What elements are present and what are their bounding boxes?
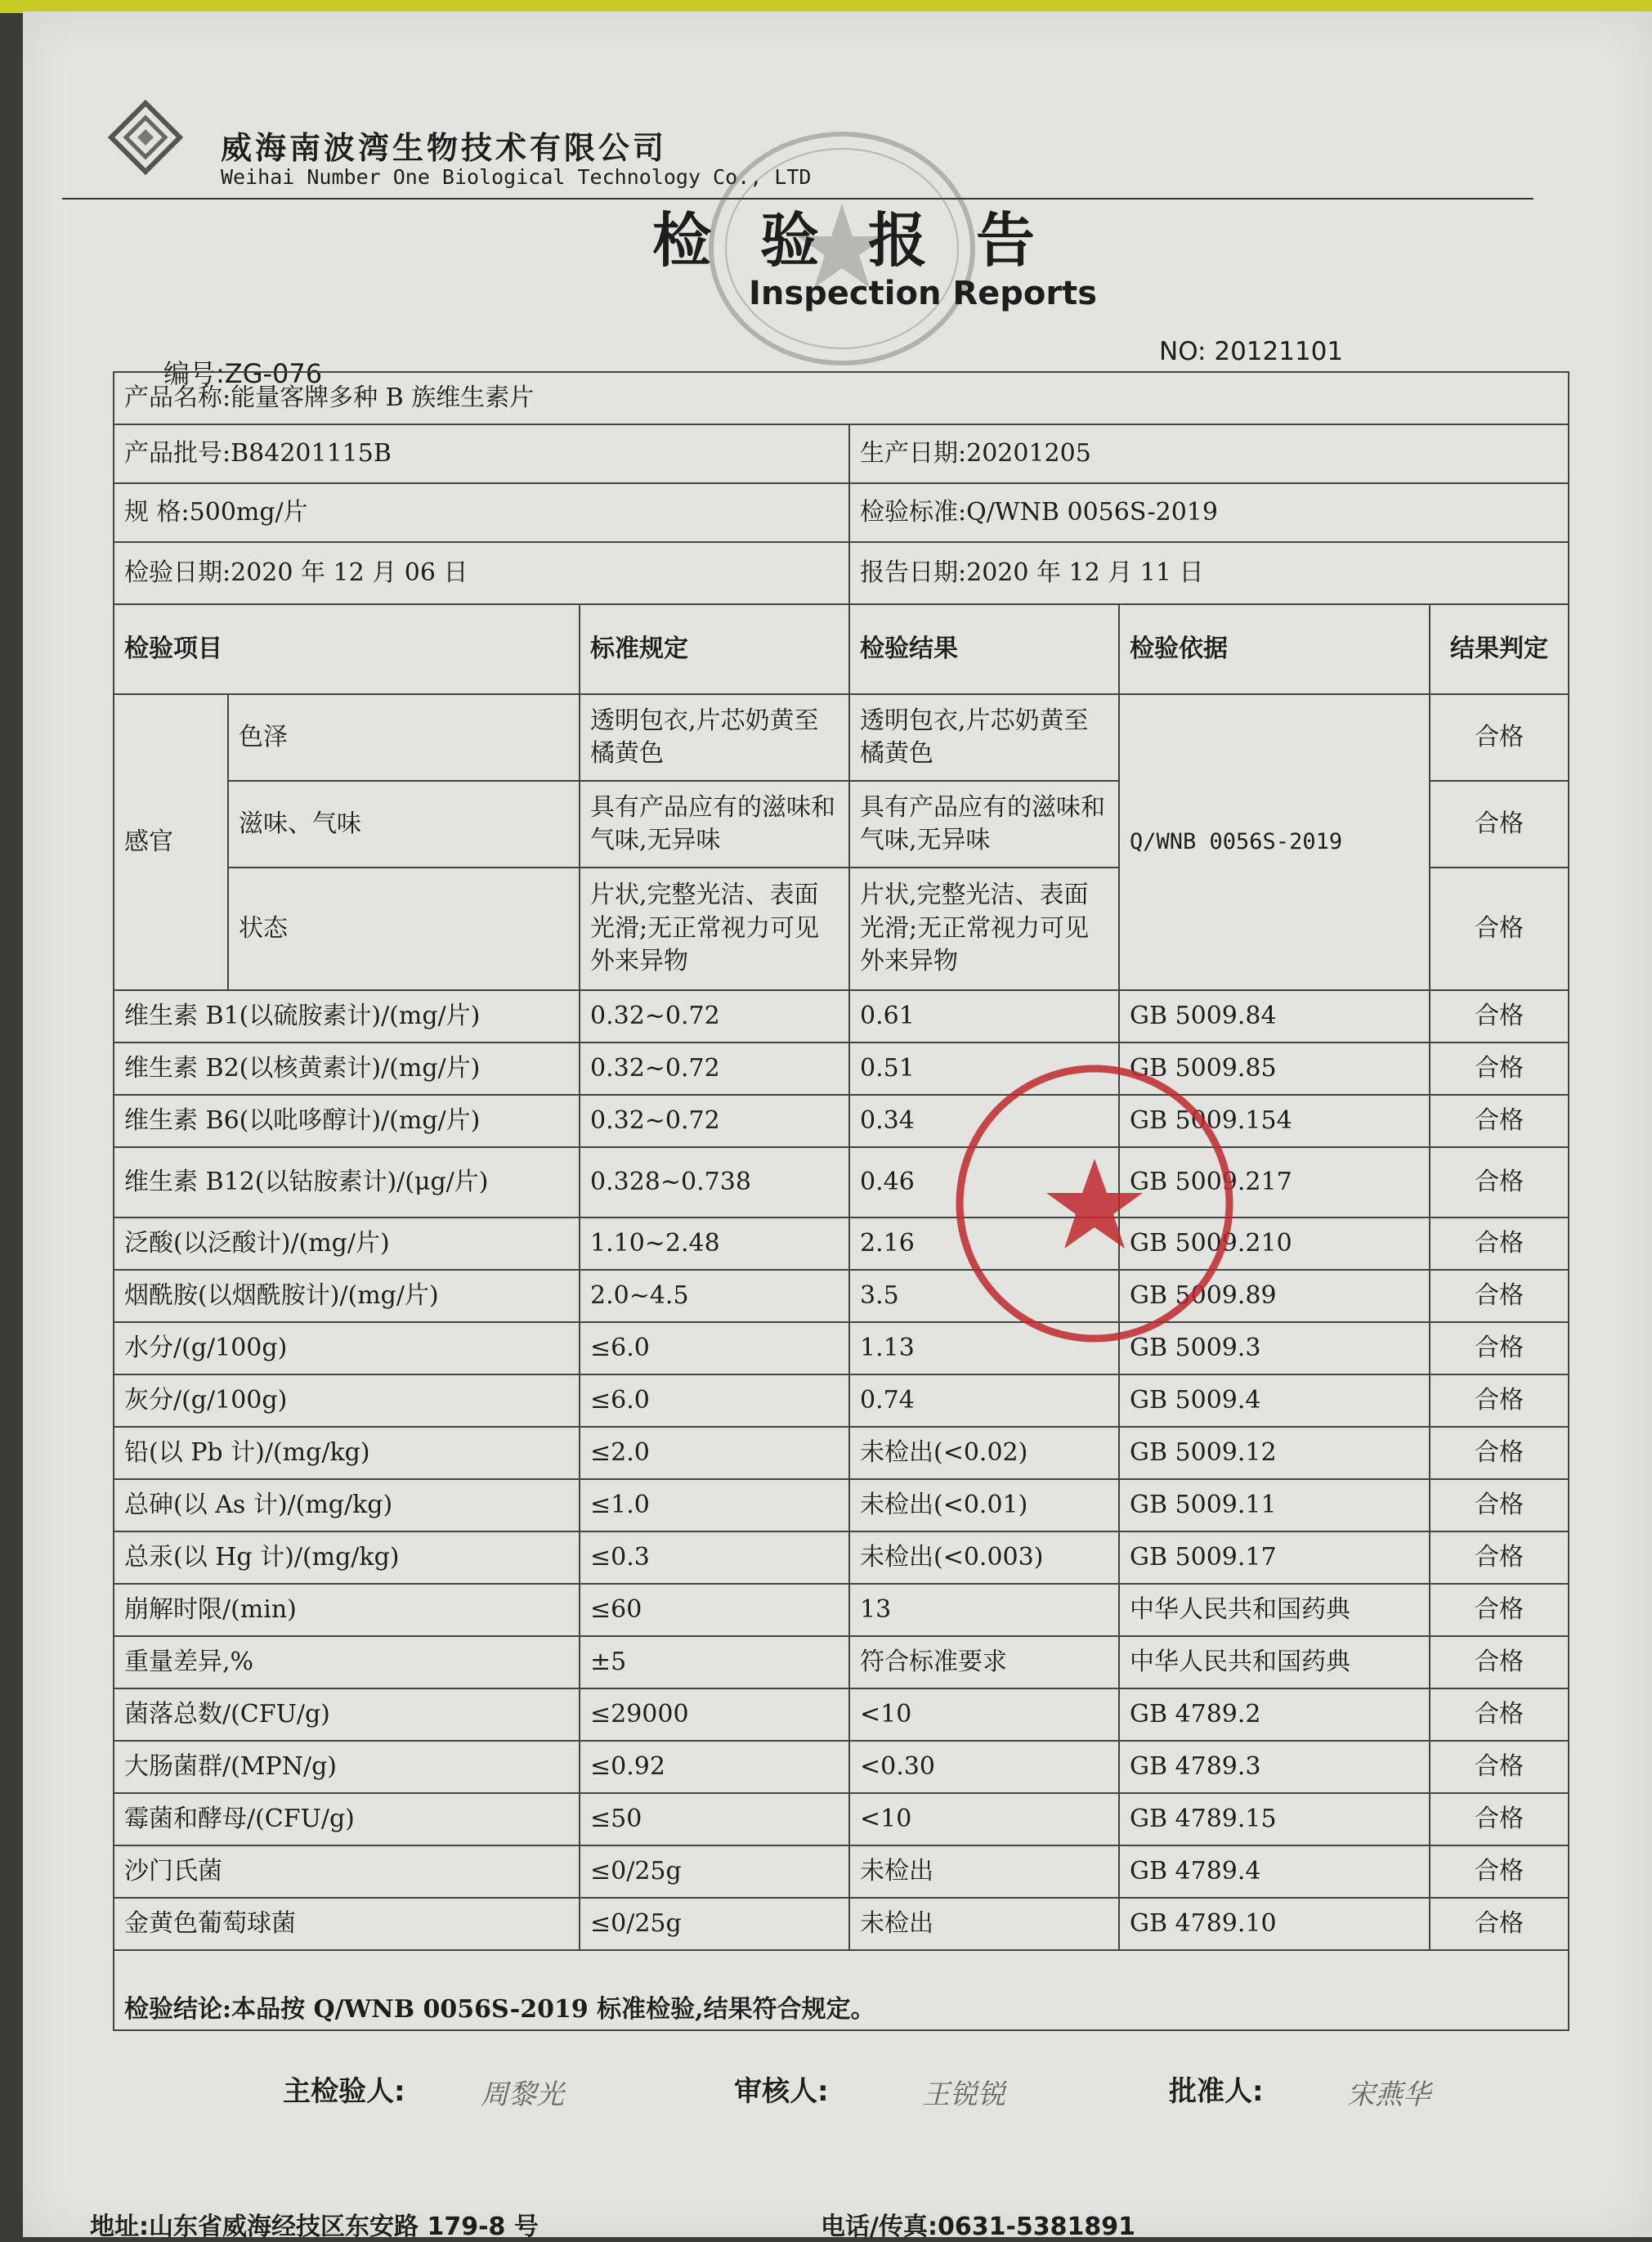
reviewer-label: 审核人: bbox=[734, 2075, 829, 2108]
sensory-judgement: 合格 bbox=[1430, 781, 1569, 868]
header-item: 检验项目 bbox=[114, 604, 580, 694]
company-name-cn: 威海南波湾生物技术有限公司 bbox=[221, 129, 668, 166]
info-row bbox=[114, 424, 1569, 483]
company-logo-icon bbox=[108, 100, 183, 175]
test-basis: GB 5009.89 bbox=[1119, 1270, 1430, 1322]
table-row bbox=[114, 1793, 1569, 1845]
test-result: 3.5 bbox=[849, 1270, 1119, 1322]
report-date: 报告日期:2020 年 12 月 11 日 bbox=[849, 542, 1569, 604]
table-row bbox=[114, 1636, 1569, 1688]
test-spec: 0.32~0.72 bbox=[580, 1043, 849, 1095]
test-result: 2.16 bbox=[849, 1217, 1119, 1270]
report-code: 编号:ZG-076 bbox=[163, 358, 323, 389]
sensory-item: 状态 bbox=[228, 868, 580, 990]
test-item: 沙门氏菌 bbox=[114, 1845, 580, 1898]
test-result: 未检出(<0.01) bbox=[849, 1479, 1119, 1531]
test-item: 金黄色葡萄球菌 bbox=[114, 1898, 580, 1950]
product-name: 产品名称:能量客牌多种 B 族维生素片 bbox=[114, 372, 1569, 424]
inspection-standard: 检验标准:Q/WNB 0056S-2019 bbox=[849, 483, 1569, 542]
sensory-item: 色泽 bbox=[228, 694, 580, 781]
test-spec: 0.32~0.72 bbox=[580, 990, 849, 1043]
test-spec: ≤2.0 bbox=[580, 1427, 849, 1479]
test-item: 维生素 B2(以核黄素计)/(mg/片) bbox=[114, 1043, 580, 1095]
table-row bbox=[114, 1043, 1569, 1095]
test-judgement: 合格 bbox=[1430, 1479, 1569, 1531]
test-judgement: 合格 bbox=[1430, 990, 1569, 1043]
conclusion: 检验结论:本品按 Q/WNB 0056S-2019 标准检验,结果符合规定。 bbox=[114, 1950, 1569, 2030]
test-basis: GB 5009.154 bbox=[1119, 1095, 1430, 1147]
test-spec: ≤29000 bbox=[580, 1688, 849, 1741]
test-item: 霉菌和酵母/(CFU/g) bbox=[114, 1793, 580, 1845]
inspection-date: 检验日期:2020 年 12 月 06 日 bbox=[114, 542, 849, 604]
test-judgement: 合格 bbox=[1430, 1147, 1569, 1217]
test-judgement: 合格 bbox=[1430, 1741, 1569, 1793]
test-basis: GB 5009.217 bbox=[1119, 1147, 1430, 1217]
test-item: 铅(以 Pb 计)/(mg/kg) bbox=[114, 1427, 580, 1479]
test-result: 1.13 bbox=[849, 1322, 1119, 1374]
test-judgement: 合格 bbox=[1430, 1217, 1569, 1270]
table-row bbox=[114, 1479, 1569, 1531]
production-date: 生产日期:20201205 bbox=[849, 424, 1569, 483]
test-judgement: 合格 bbox=[1430, 1043, 1569, 1095]
test-item: 崩解时限/(min) bbox=[114, 1584, 580, 1636]
sensory-judgement: 合格 bbox=[1430, 868, 1569, 990]
test-spec: ≤0/25g bbox=[580, 1898, 849, 1950]
header-basis: 检验依据 bbox=[1119, 604, 1430, 694]
test-result: 符合标准要求 bbox=[849, 1636, 1119, 1688]
test-item: 总汞(以 Hg 计)/(mg/kg) bbox=[114, 1531, 580, 1584]
test-spec: ≤6.0 bbox=[580, 1374, 849, 1427]
table-row bbox=[114, 1531, 1569, 1584]
test-basis: GB 4789.2 bbox=[1119, 1688, 1430, 1741]
test-spec: ±5 bbox=[580, 1636, 849, 1688]
report-title-en: Inspection Reports bbox=[749, 275, 1098, 312]
test-basis: GB 5009.210 bbox=[1119, 1217, 1430, 1270]
sensory-spec: 具有产品应有的滋味和气味,无异味 bbox=[580, 781, 849, 868]
table-row bbox=[114, 1147, 1569, 1217]
sensory-result: 透明包衣,片芯奶黄至橘黄色 bbox=[849, 694, 1119, 781]
approver-label: 批准人: bbox=[1169, 2075, 1264, 2108]
test-result: 未检出 bbox=[849, 1845, 1119, 1898]
test-basis: GB 5009.84 bbox=[1119, 990, 1430, 1043]
footer-address: 地址:山东省威海经技区东安路 179-8 号 bbox=[90, 2213, 539, 2241]
table-row bbox=[114, 1845, 1569, 1898]
test-result: 未检出 bbox=[849, 1898, 1119, 1950]
test-basis: GB 4789.15 bbox=[1119, 1793, 1430, 1845]
test-result: 未检出(<0.02) bbox=[849, 1427, 1119, 1479]
test-result: 0.61 bbox=[849, 990, 1119, 1043]
header-spec: 标准规定 bbox=[580, 604, 849, 694]
sensory-spec: 片状,完整光洁、表面光滑;无正常视力可见外来异物 bbox=[580, 868, 849, 990]
test-result: 0.74 bbox=[849, 1374, 1119, 1427]
header-judgement: 结果判定 bbox=[1430, 604, 1569, 694]
sensory-group-label: 感官 bbox=[114, 694, 228, 990]
sensory-row bbox=[114, 694, 1569, 781]
report-title-cn: 检验报告 bbox=[652, 205, 1085, 275]
test-item: 水分/(g/100g) bbox=[114, 1322, 580, 1374]
specification: 规 格:500mg/片 bbox=[114, 483, 849, 542]
test-basis: GB 5009.17 bbox=[1119, 1531, 1430, 1584]
table-row bbox=[114, 1688, 1569, 1741]
report-number: NO: 20121101 bbox=[1159, 337, 1344, 366]
test-judgement: 合格 bbox=[1430, 1427, 1569, 1479]
info-row bbox=[114, 372, 1569, 424]
test-result: <10 bbox=[849, 1793, 1119, 1845]
inspection-table bbox=[113, 371, 1569, 2031]
conclusion-row bbox=[114, 1950, 1569, 2030]
test-spec: ≤1.0 bbox=[580, 1479, 849, 1531]
sensory-item: 滋味、气味 bbox=[228, 781, 580, 868]
test-judgement: 合格 bbox=[1430, 1270, 1569, 1322]
test-result: 0.46 bbox=[849, 1147, 1119, 1217]
table-row bbox=[114, 990, 1569, 1043]
test-basis: GB 5009.3 bbox=[1119, 1322, 1430, 1374]
test-judgement: 合格 bbox=[1430, 1793, 1569, 1845]
test-basis: GB 4789.10 bbox=[1119, 1898, 1430, 1950]
test-result: 13 bbox=[849, 1584, 1119, 1636]
test-item: 维生素 B1(以硫胺素计)/(mg/片) bbox=[114, 990, 580, 1043]
info-row bbox=[114, 483, 1569, 542]
test-item: 维生素 B12(以钴胺素计)/(μg/片) bbox=[114, 1147, 580, 1217]
test-item: 总砷(以 As 计)/(mg/kg) bbox=[114, 1479, 580, 1531]
footer-phone: 电话/传真:0631-5381891 bbox=[821, 2213, 1136, 2241]
table-row bbox=[114, 1427, 1569, 1479]
test-result: 0.34 bbox=[849, 1095, 1119, 1147]
company-name-en: Weihai Number One Biological Technology Co., LTD bbox=[221, 165, 812, 189]
table-row bbox=[114, 1898, 1569, 1950]
test-spec: ≤6.0 bbox=[580, 1322, 849, 1374]
test-spec: ≤0/25g bbox=[580, 1845, 849, 1898]
table-header bbox=[114, 604, 1569, 694]
table-row bbox=[114, 1270, 1569, 1322]
reviewer-signature: 王锐锐 bbox=[922, 2078, 1005, 2111]
table-row bbox=[114, 1741, 1569, 1793]
test-basis: 中华人民共和国药典 bbox=[1119, 1636, 1430, 1688]
table-row bbox=[114, 1374, 1569, 1427]
test-spec: ≤60 bbox=[580, 1584, 849, 1636]
test-basis: GB 5009.11 bbox=[1119, 1479, 1430, 1531]
test-spec: 0.32~0.72 bbox=[580, 1095, 849, 1147]
test-spec: ≤50 bbox=[580, 1793, 849, 1845]
inspector-signature: 周黎光 bbox=[481, 2078, 564, 2111]
inspector-label: 主检验人: bbox=[283, 2075, 405, 2108]
test-judgement: 合格 bbox=[1430, 1374, 1569, 1427]
test-basis: GB 4789.3 bbox=[1119, 1741, 1430, 1793]
test-item: 灰分/(g/100g) bbox=[114, 1374, 580, 1427]
test-spec: 1.10~2.48 bbox=[580, 1217, 849, 1270]
table-row bbox=[114, 1584, 1569, 1636]
table-row bbox=[114, 1217, 1569, 1270]
test-spec: ≤0.92 bbox=[580, 1741, 849, 1793]
test-item: 泛酸(以泛酸计)/(mg/片) bbox=[114, 1217, 580, 1270]
info-row bbox=[114, 542, 1569, 604]
batch-number: 产品批号:B84201115B bbox=[114, 424, 849, 483]
test-judgement: 合格 bbox=[1430, 1322, 1569, 1374]
test-judgement: 合格 bbox=[1430, 1688, 1569, 1741]
test-basis: GB 5009.4 bbox=[1119, 1374, 1430, 1427]
table-row bbox=[114, 1095, 1569, 1147]
test-judgement: 合格 bbox=[1430, 1636, 1569, 1688]
red-seal-icon bbox=[953, 1062, 1236, 1345]
table-row bbox=[114, 1322, 1569, 1374]
test-judgement: 合格 bbox=[1430, 1845, 1569, 1898]
test-item: 烟酰胺(以烟酰胺计)/(mg/片) bbox=[114, 1270, 580, 1322]
document-page bbox=[23, 11, 1652, 2241]
test-judgement: 合格 bbox=[1430, 1898, 1569, 1950]
header-result: 检验结果 bbox=[849, 604, 1119, 694]
test-item: 菌落总数/(CFU/g) bbox=[114, 1688, 580, 1741]
test-basis: 中华人民共和国药典 bbox=[1119, 1584, 1430, 1636]
sensory-basis: Q/WNB 0056S-2019 bbox=[1119, 694, 1430, 990]
test-result: 未检出(<0.003) bbox=[849, 1531, 1119, 1584]
test-item: 重量差异,% bbox=[114, 1636, 580, 1688]
sensory-result: 片状,完整光洁、表面光滑;无正常视力可见外来异物 bbox=[849, 868, 1119, 990]
test-spec: 0.328~0.738 bbox=[580, 1147, 849, 1217]
test-judgement: 合格 bbox=[1430, 1584, 1569, 1636]
sensory-judgement: 合格 bbox=[1430, 694, 1569, 781]
test-result: 0.51 bbox=[849, 1043, 1119, 1095]
test-spec: 2.0~4.5 bbox=[580, 1270, 849, 1322]
sensory-spec: 透明包衣,片芯奶黄至橘黄色 bbox=[580, 694, 849, 781]
sensory-result: 具有产品应有的滋味和气味,无异味 bbox=[849, 781, 1119, 868]
test-judgement: 合格 bbox=[1430, 1531, 1569, 1584]
test-item: 大肠菌群/(MPN/g) bbox=[114, 1741, 580, 1793]
approver-signature: 宋燕华 bbox=[1347, 2078, 1430, 2111]
test-result: <0.30 bbox=[849, 1741, 1119, 1793]
test-basis: GB 5009.85 bbox=[1119, 1043, 1430, 1095]
test-result: <10 bbox=[849, 1688, 1119, 1741]
test-basis: GB 4789.4 bbox=[1119, 1845, 1430, 1898]
test-spec: ≤0.3 bbox=[580, 1531, 849, 1584]
test-basis: GB 5009.12 bbox=[1119, 1427, 1430, 1479]
test-item: 维生素 B6(以吡哆醇计)/(mg/片) bbox=[114, 1095, 580, 1147]
test-judgement: 合格 bbox=[1430, 1095, 1569, 1147]
